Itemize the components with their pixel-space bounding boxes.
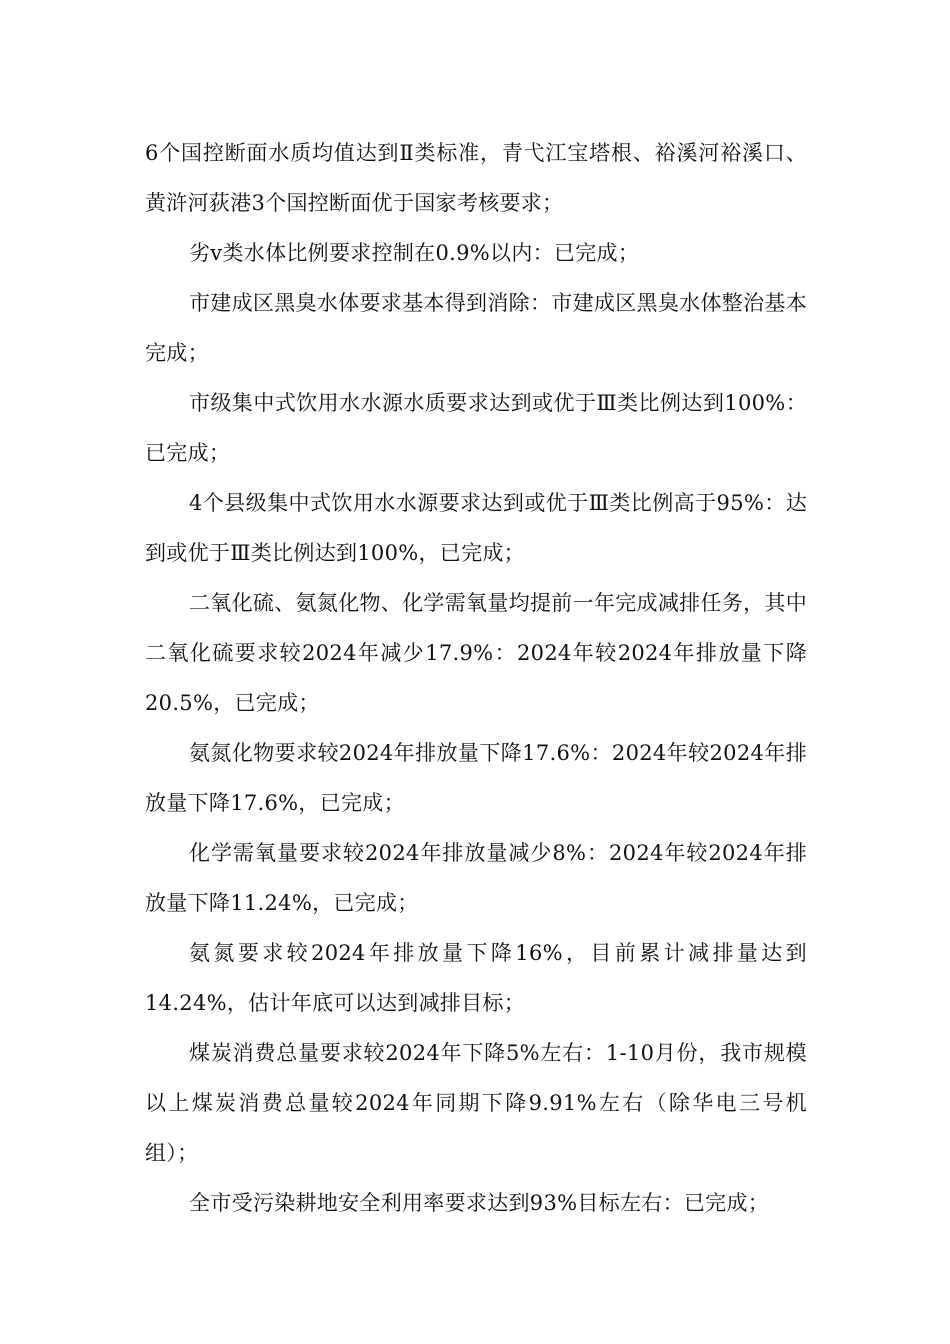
paragraph-5: 4个县级集中式饮用水水源要求达到或优于Ⅲ类比例高于95%：达到或优于Ⅲ类比例达到100%，已完成； <box>145 491 807 565</box>
paragraph-6: 二氧化硫、氨氮化物、化学需氧量均提前一年完成减排任务，其中二氧化硫要求较2024年减少17.9%：2024年较2024年排放量下降20.5%，已完成； <box>145 591 807 715</box>
paragraph-7: 氨氮化物要求较2024年排放量下降17.6%：2024年较2024年排放量下降17.6%，已完成； <box>145 741 807 815</box>
paragraph-4: 市级集中式饮用水水源水质要求达到或优于Ⅲ类比例达到100%：已完成； <box>145 391 807 465</box>
paragraph-1: 6个国控断面水质均值达到Ⅱ类标准，青弋江宝塔根、裕溪河裕溪口、黄浒河荻港3个国控断面优于国家考核要求； <box>145 141 807 215</box>
paragraph-9: 氨氮要求较2024年排放量下降16%，目前累计减排量达到14.24%，估计年底可以达到减排目标； <box>145 941 807 1015</box>
paragraph-11: 全市受污染耕地安全利用率要求达到93%目标左右：已完成； <box>189 1191 770 1215</box>
document-page <box>145 128 807 1228</box>
paragraph-10: 煤炭消费总量要求较2024年下降5%左右：1-10月份，我市规模以上煤炭消费总量较2024年同期下降9.91%左右（除华电三号机组）； <box>145 1041 807 1165</box>
paragraph-8: 化学需氧量要求较2024年排放量减少8%：2024年较2024年排放量下降11.24%，已完成； <box>145 841 807 915</box>
paragraph-2: 劣ⅴ类水体比例要求控制在0.9%以内：已完成； <box>189 241 640 265</box>
paragraph-3: 市建成区黑臭水体要求基本得到消除：市建成区黑臭水体整治基本完成； <box>145 291 807 365</box>
